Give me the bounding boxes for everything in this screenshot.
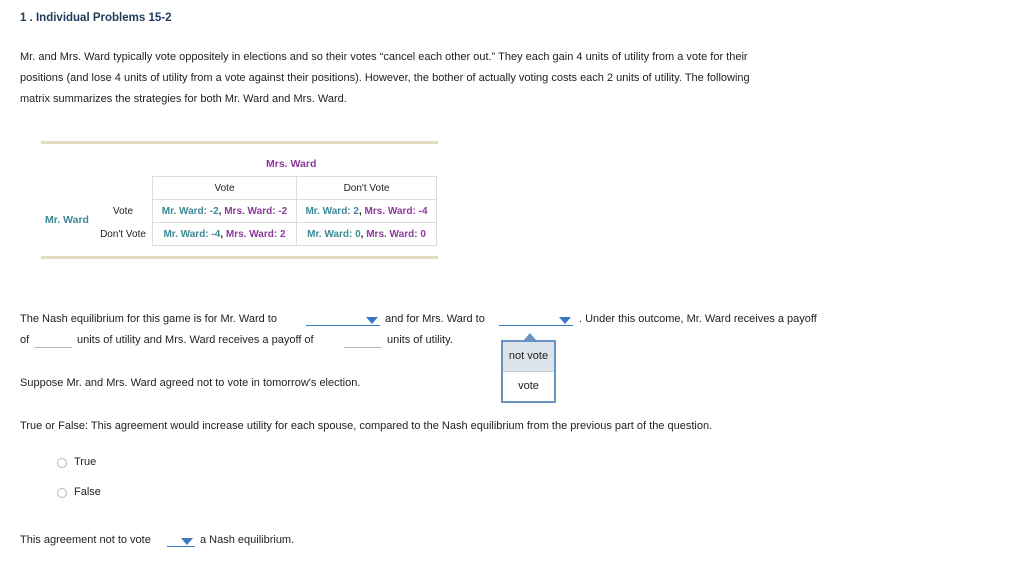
radio-true[interactable] bbox=[57, 458, 67, 468]
cell-dontvote-vote: Mr. Ward: -4, Mrs. Ward: 2 bbox=[153, 223, 297, 246]
q1-text-1: The Nash equilibrium for this game is for Mr. Ward to bbox=[20, 313, 277, 325]
dropdown-popup bbox=[501, 340, 556, 403]
dropdown-option-vote[interactable]: vote bbox=[518, 380, 539, 392]
matrix-row-player: Mr. Ward bbox=[45, 214, 89, 226]
mr-ward-dropdown[interactable] bbox=[306, 315, 380, 326]
radio-false[interactable] bbox=[57, 488, 67, 498]
chevron-down-icon bbox=[559, 317, 571, 324]
chevron-down-icon bbox=[181, 538, 193, 545]
q3-text-2: a Nash equilibrium. bbox=[200, 534, 295, 546]
payoff-matrix bbox=[94, 176, 437, 246]
chevron-down-icon bbox=[366, 317, 378, 324]
radio-true-label: True bbox=[74, 456, 97, 468]
col-header-vote: Vote bbox=[153, 177, 297, 200]
nash-equilibrium-dropdown[interactable] bbox=[167, 536, 195, 547]
row-header-vote: Vote bbox=[112, 205, 134, 217]
matrix-top-rule bbox=[41, 141, 438, 144]
dropdown-option-not-vote[interactable]: not vote bbox=[503, 342, 554, 371]
cell-dontvote-dontvote: Mr. Ward: 0, Mrs. Ward: 0 bbox=[297, 223, 437, 246]
col-header-dont-vote: Don't Vote bbox=[297, 177, 437, 200]
mrs-payoff-input[interactable] bbox=[344, 335, 382, 348]
cell-vote-dontvote: Mr. Ward: 2, Mrs. Ward: -4 bbox=[297, 200, 437, 223]
mr-payoff-input[interactable] bbox=[34, 335, 72, 348]
q1-text-5: units of utility and Mrs. Ward receives a payoff of bbox=[77, 334, 314, 346]
q1-text-3: . Under this outcome, Mr. Ward receives a payoff bbox=[579, 313, 817, 325]
popup-caret-icon bbox=[523, 333, 537, 341]
problem-intro bbox=[20, 47, 850, 110]
intro-line-2: positions (and lose 4 units of utility from a vote against their positions). However, the bother of actually voting costs each 2 units of utility. The following bbox=[20, 72, 750, 84]
intro-line-1: Mr. and Mrs. Ward typically vote oppositely in elections and so their votes “cancel each other out.” They each gain 4 units of utility from a vote for their bbox=[20, 51, 748, 63]
mrs-ward-dropdown[interactable] bbox=[499, 315, 573, 326]
matrix-col-player: Mrs. Ward bbox=[266, 158, 317, 170]
problem-title: 1 . Individual Problems 15-2 bbox=[20, 12, 172, 24]
cell-vote-vote: Mr. Ward: -2, Mrs. Ward: -2 bbox=[153, 200, 297, 223]
q1-text-2: and for Mrs. Ward to bbox=[385, 313, 485, 325]
q3-text-1: This agreement not to vote bbox=[20, 534, 151, 546]
radio-false-label: False bbox=[74, 486, 101, 498]
matrix-bottom-rule bbox=[41, 256, 438, 259]
q2-intro: Suppose Mr. and Mrs. Ward agreed not to vote in tomorrow's election. bbox=[20, 377, 361, 389]
intro-line-3: matrix summarizes the strategies for both Mr. Ward and Mrs. Ward. bbox=[20, 93, 347, 105]
q1-text-6: units of utility. bbox=[387, 334, 453, 346]
row-header-dont-vote: Don't Vote bbox=[100, 228, 146, 240]
q1-text-4: of bbox=[20, 334, 30, 346]
q2-prompt: True or False: This agreement would increase utility for each spouse, compared to the Nash equilibrium from the previous part of the question. bbox=[20, 420, 713, 432]
